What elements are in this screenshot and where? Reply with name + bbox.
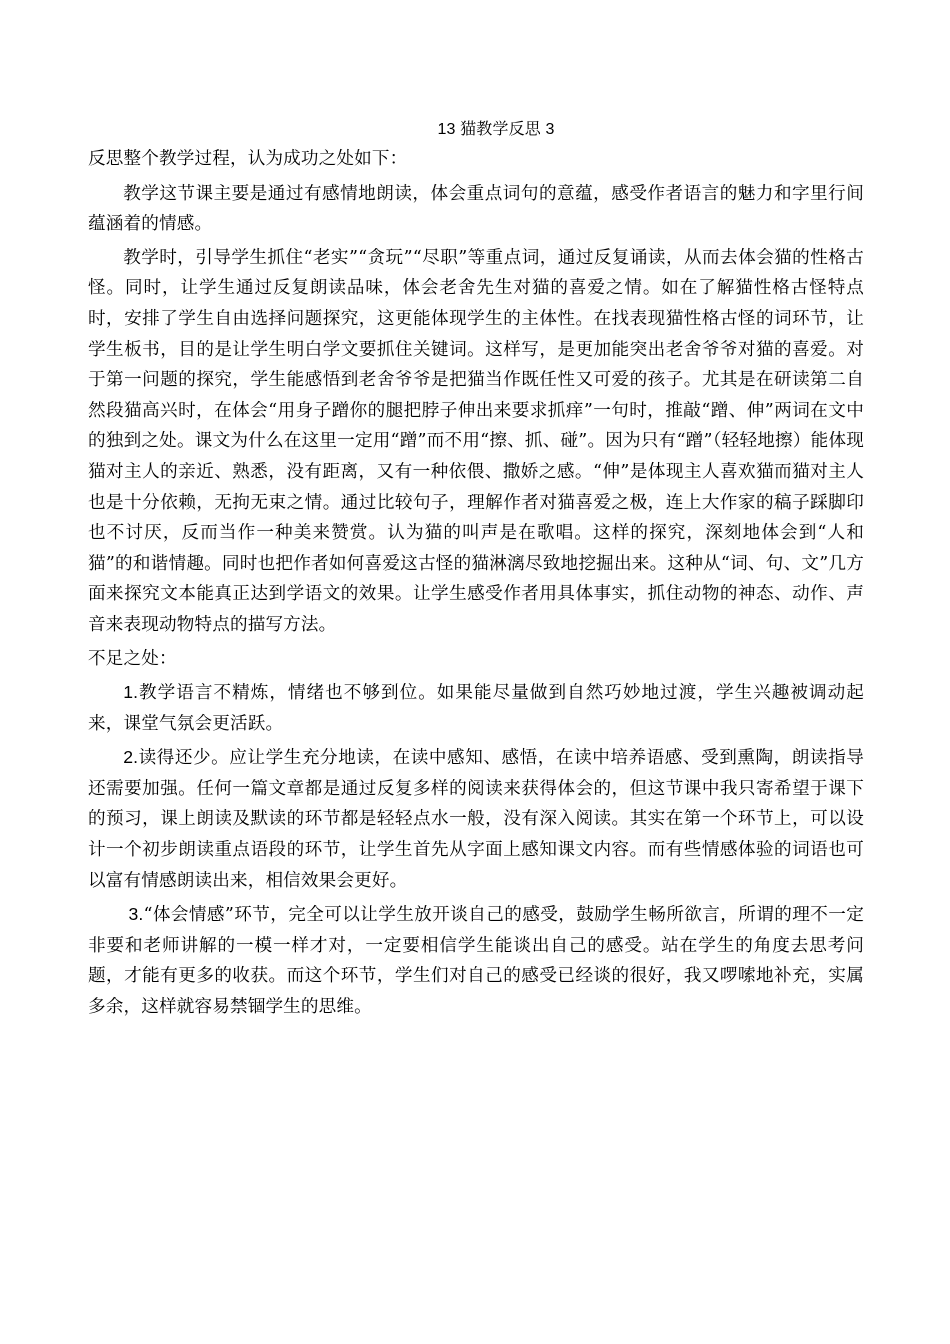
shortcoming-text: 教学语言不精炼，情绪也不够到位。如果能尽量做到自然巧妙地过渡，学生兴趣被调动起来，课堂气氛会更活跃。	[88, 683, 864, 734]
success-paragraph-2: 教学时，引导学生抓住“老实”“贪玩”“尽职”等重点词，通过反复诵读，从而去体会猫的性格古怪。同时，让学生通过反复朗读品味，体会老舍先生对猫的喜爱之情。如在了解猫性格古怪特点时，安排了学生自由选择问题探究，这更能体现学生的主体性。在找表现猫性格古怪的词环节，让学生板书，目的是让学生明白学文要抓住关键词。这样写，是更加能突出老舍爷爷对猫的喜爱。对于第一问题的探究，学生能感悟到老舍爷爷是把猫当作既任性又可爱的孩子。尤其是在研读第二自然段猫高兴时，在体会“用身子蹭你的腿把脖子伸出来要求抓痒”一句时，推敲“蹭、伸”两词在文中的独到之处。课文为什么在这里一定用“蹭”而不用“擦、抓、碰”。因为只有“蹭”（轻轻地擦）能体现猫对主人的亲近、熟悉，没有距离，又有一种依偎、撒娇之感。“伸”是体现主人喜欢猫而猫对主人也是十分依赖，无拘无束之情。通过比较句子，理解作者对猫喜爱之极，连上大作家的稿子踩脚印也不讨厌，反而当作一种美来赞赏。认为猫的叫声是在歌唱。这样的探究，深刻地体会到“人和猫”的和谐情趣。同时也把作者如何喜爱这古怪的猫淋漓尽致地挖掘出来。这种从“词、句、文”几方面来探究文本能真正达到学语文的效果。让学生感受作者用具体事实，抓住动物的神态、动作、声音来表现动物特点的描写方法。	[88, 247, 864, 635]
intro-line: 反思整个教学过程，认为成功之处如下：	[88, 149, 408, 169]
shortcoming-text: “体会情感”环节，完全可以让学生放开谈自己的感受，鼓励学生畅所欲言，所谓的理不一定非要和老师讲解的一模一样才对，一定要相信学生能谈出自己的感受。站在学生的角度去思考问题，才能有更多的收获。而这个环节，学生们对自己的感受已经谈的很好，我又啰嗦地补充，实属多余，这样就容易禁锢学生的思维。	[88, 905, 864, 1018]
shortcoming-number: 1.	[123, 682, 139, 703]
shortcoming-item-3	[88, 899, 864, 1022]
success-paragraph-1: 教学这节课主要是通过有感情地朗读，体会重点词句的意蕴，感受作者语言的魅力和字里行间蕴涵着的情感。	[88, 183, 864, 235]
document-title: 13 猫教学反思 3	[437, 121, 555, 138]
shortcoming-item-1	[88, 677, 864, 739]
shortcoming-number: 2.	[123, 747, 139, 768]
shortcoming-item-2	[88, 742, 864, 896]
shortcomings-heading: 不足之处：	[88, 648, 177, 669]
shortcoming-text: 读得还少。应让学生充分地读，在读中感知、感悟，在读中培养语感、受到熏陶，朗读指导还需要加强。任何一篇文章都是通过反复多样的阅读来获得体会的，但这节课中我只寄希望于课下的预习，课上朗读及默读的环节都是轻轻点水一般，没有深入阅读。其实在第一个环节上，可以设计一个初步朗读重点语段的环节，让学生首先从字面上感知课文内容。而有些情感体验的词语也可以富有情感朗读出来，相信效果会更好。	[88, 748, 864, 891]
shortcoming-number: 3.	[128, 904, 144, 925]
document-body	[88, 118, 864, 1026]
